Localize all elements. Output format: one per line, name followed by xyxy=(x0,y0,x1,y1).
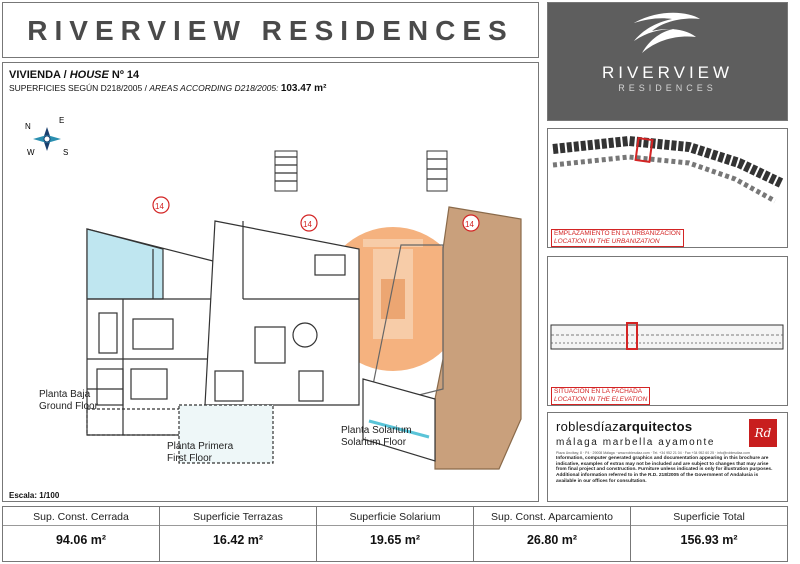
ground-floor-label xyxy=(39,389,98,413)
first-floor-label xyxy=(167,441,233,465)
architect-disclaimer: Information, computer generated graphics and documentation appearing in this brochure are indicative, examples of extras may not be included and are subject to changes that may arise from final project and construction. Furniture unless indicated is only for illustration purposes. Additional information referred to in the R.D. 218/2005 of the Government of Andalusia is available in our offices for consultation. xyxy=(556,456,773,484)
floor-plans-drawing xyxy=(3,99,540,489)
house-word: HOUSE xyxy=(69,69,109,81)
architect-name-light: roblesdíaz xyxy=(556,419,619,434)
solarium-floor-label xyxy=(341,425,412,449)
areas-label-es: SUPERFICIES SEGÚN D218/2005 / xyxy=(9,83,150,93)
summary-cell-terraces xyxy=(160,507,317,561)
compass-e: E xyxy=(59,116,65,125)
urbanization-caption-en: LOCATION IN THE URBANIZATION xyxy=(554,238,660,245)
summary-label: Superficie Total xyxy=(673,511,745,523)
riverview-logo-panel xyxy=(547,2,788,121)
house-prefix: VIVIENDA / xyxy=(9,69,70,81)
elevation-caption xyxy=(551,387,650,405)
ground-floor-name-en: Ground Floor xyxy=(39,401,98,412)
title-panel xyxy=(2,2,539,58)
first-floor-name-en: First Floor xyxy=(167,453,212,464)
areas-line xyxy=(9,83,326,94)
summary-cell-closed xyxy=(3,507,160,561)
elevation-caption-en: LOCATION IN THE ELEVATION xyxy=(554,396,648,403)
summary-label: Sup. Const. Aparcamiento xyxy=(491,511,613,523)
summary-cell-solarium xyxy=(317,507,474,561)
floor-plans-panel xyxy=(2,62,539,502)
urbanization-caption-es: EMPLAZAMIENTO EN LA URBANIZACIÓN xyxy=(554,230,681,237)
summary-value: 156.93 m² xyxy=(680,533,738,547)
urbanization-site-plan xyxy=(549,131,788,217)
elevation-drawing xyxy=(549,315,788,355)
ground-floor-plan xyxy=(87,197,213,435)
house-heading xyxy=(9,69,139,81)
page-title: RIVERVIEW RESIDENCES xyxy=(27,15,514,46)
riverview-swoosh-icon xyxy=(628,9,708,55)
solarium-badge: 14 xyxy=(465,220,474,229)
area-summary-table xyxy=(2,506,788,562)
first-floor-name-es: Planta Primera xyxy=(167,441,234,452)
summary-label: Superficie Solarium xyxy=(349,511,441,523)
summary-label: Superficie Terrazas xyxy=(193,511,283,523)
summary-label: Sup. Const. Cerrada xyxy=(33,511,129,523)
summary-value: 26.80 m² xyxy=(526,533,578,547)
logo-name: RIVERVIEW xyxy=(601,63,734,82)
urbanization-caption xyxy=(551,229,684,247)
summary-cell-total xyxy=(631,507,787,561)
architect-panel xyxy=(547,412,788,502)
architect-logo: Rd xyxy=(749,419,777,447)
compass-icon xyxy=(25,116,68,157)
elevation-location-panel xyxy=(547,256,788,406)
ground-floor-name-es: Planta Baja xyxy=(39,389,91,400)
compass-w: W xyxy=(27,148,35,157)
first-badge: 14 xyxy=(303,220,312,229)
summary-cell-parking xyxy=(474,507,631,561)
areas-label-en: AREAS ACCORDING D218/2005: xyxy=(149,83,279,93)
logo-subtitle: RESIDENCES xyxy=(618,83,717,93)
ground-badge: 14 xyxy=(155,202,164,211)
summary-value: 16.42 m² xyxy=(212,533,264,547)
architect-address: Plaza Uncibay, 8 · P4 · 29008 Málaga · www.roblesdiaz.com · Tel. +34 952 21 04 · Fax +34 952 60 25 · info@roblesdiaz.com xyxy=(556,451,750,455)
compass-s: S xyxy=(63,148,69,157)
architect-cities: málaga marbella ayamonte xyxy=(556,437,716,448)
scale-label: Escala: 1/100 xyxy=(9,491,60,500)
architect-name xyxy=(556,419,692,434)
summary-value: 94.06 m² xyxy=(55,533,107,547)
solarium-floor-name-en: Solarium Floor xyxy=(341,437,407,448)
urbanization-location-panel xyxy=(547,128,788,248)
compass-n: N xyxy=(25,122,31,131)
summary-value: 19.65 m² xyxy=(369,533,421,547)
areas-value: 103.47 m² xyxy=(280,83,327,94)
solarium-floor-name-es: Planta Solarium xyxy=(341,425,412,436)
architect-name-bold: arquitectos xyxy=(618,419,693,434)
elevation-caption-es: SITUACIÓN EN LA FACHADA xyxy=(554,388,643,395)
house-number: Nº 14 xyxy=(108,69,140,81)
